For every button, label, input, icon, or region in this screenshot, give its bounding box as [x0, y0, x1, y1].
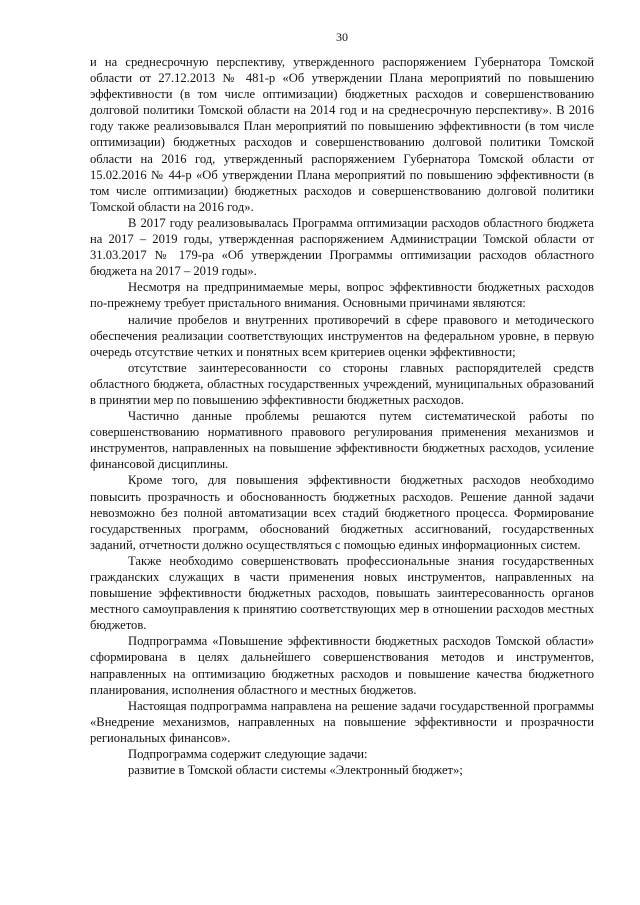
paragraph: Частично данные проблемы решаются путем систематической работы по совершенствованию нормативного правового регулирования применения механизмов и инструментов, направленных на повышение эффективности бюджетных расходов, усиление финансовой дисциплины.: [90, 409, 594, 472]
paragraph: наличие пробелов и внутренних противоречий в сфере правового и методического обеспечения реализации соответствующих инструментов на федеральном уровне, в первую очередь отсутствие четких и понятных всем критериев оценки эффективности;: [90, 312, 594, 359]
paragraph: Настоящая подпрограмма направлена на решение задачи государственной программы «Внедрение механизмов, направленных на повышение эффективности и прозрачности региональных финансов».: [90, 698, 594, 745]
paragraph: В 2017 году реализовывалась Программа оптимизации расходов областного бюджета на 2017 – 2019 годы, утвержденная распоряжением Администрации Томской области от 31.03.2017 № 179-ра «Об утверждении Программы оптимизации расходов областного бюджета на 2017 – 2019 годы».: [90, 215, 594, 279]
paragraph: Также необходимо совершенствовать профессиональные знания государственных гражданских служащих в части применения новых инструментов, направленных на повышение эффективности бюджетных расходов, повышать заинтересованность органов местного самоуправления к принятию соответствующих мер в отношении расходов местных бюджетов.: [90, 553, 594, 633]
paragraph: и на среднесрочную перспективу, утвержденного распоряжением Губернатора Томской области от 27.12.2013 № 481-р «Об утверждении Плана мероприятий по повышению эффективности (в том числе оптимизации) бюджетных расходов и совершенствованию долговой политики Томской области на 2014 год и на среднесрочную перспективу». В 2016 году также реализовывался План мероприятий по повышению эффективности (в том числе оптимизации) бюджетных расходов и совершенствованию долговой политики Томской области на 2016 год, утвержденный распоряжением Губернатора Томской области от 15.02.2016 № 44-р «Об утверждении Плана мероприятий по повышению эффективности (в том числе оптимизации) бюджетных расходов и совершенствованию долговой политики Томской области на 2016 год».: [90, 55, 594, 214]
paragraph: Несмотря на предпринимаемые меры, вопрос эффективности бюджетных расходов по-прежнему требует пристального внимания. Основными причинами являются:: [90, 280, 594, 311]
paragraph: Подпрограмма содержит следующие задачи:: [128, 747, 368, 762]
paragraph: развитие в Томской области системы «Электронный бюджет»;: [128, 763, 463, 778]
page-number: 30: [336, 30, 348, 44]
paragraph: отсутствие заинтересованности со стороны главных распорядителей средств областного бюджета, областных государственных учреждений, муниципальных образований в принятии мер по повышению эффективности бюджетных расходов.: [90, 360, 594, 407]
paragraph: Кроме того, для повышения эффективности бюджетных расходов необходимо повысить прозрачность и обоснованность бюджетных расходов. Решение данной задачи невозможно без полной автоматизации всех стадий бюджетного процесса. Формирование государственных программ, обоснований бюджетных ассигнований, государственных заданий, отчетности должно осуществляться с помощью единых информационных систем.: [90, 473, 594, 552]
paragraph: Подпрограмма «Повышение эффективности бюджетных расходов Томской области» сформирована в целях дальнейшего совершенствования методов и инструментов, направленных на оптимизацию бюджетных расходов и повышение качества бюджетного планирования, исполнения областного и местных бюджетов.: [90, 634, 594, 697]
body-text: [90, 54, 594, 778]
